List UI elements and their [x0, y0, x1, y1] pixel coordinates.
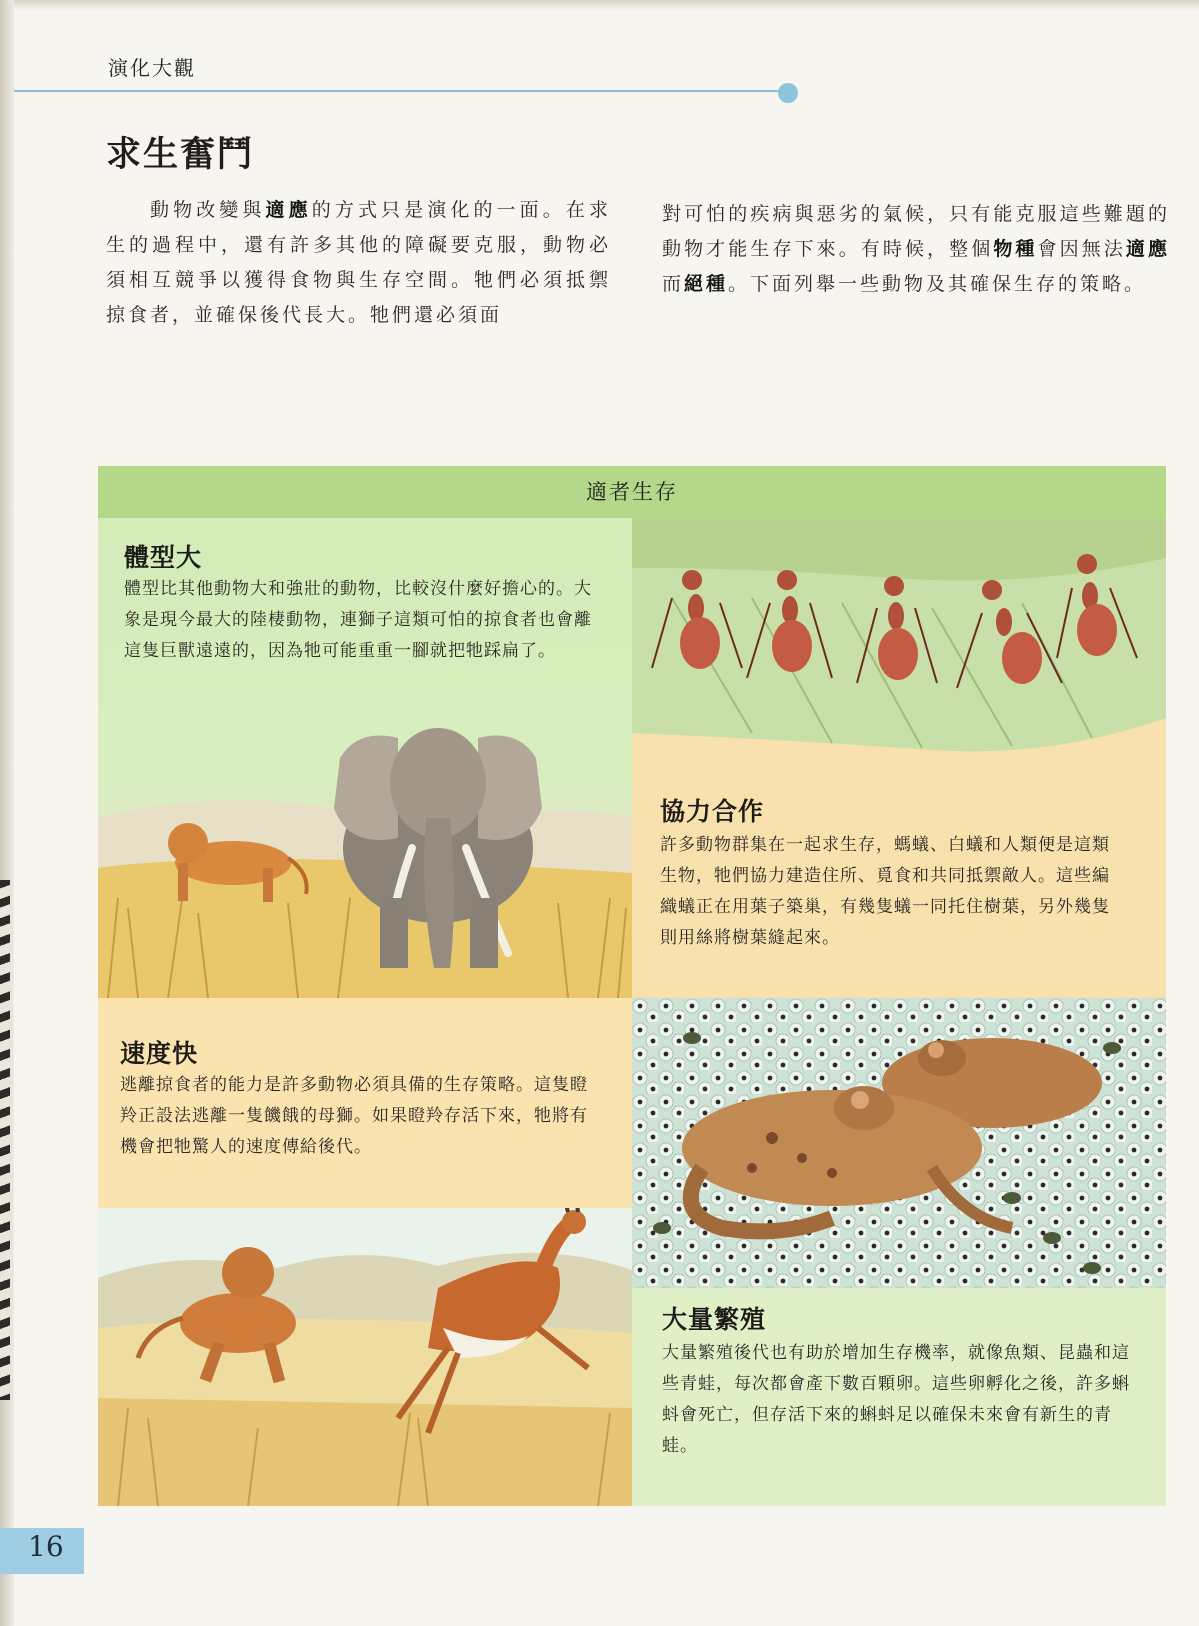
frogs-spawn-illustration — [632, 998, 1166, 1288]
text-run-col1-2: 的方式只是演化的一面。在求生的過程中，還有許多其他的障礙要克服，動物必須相互競爭以獲得食物與生存空間。牠們必須抵禦掠食者，並確保後代長大。牠們還必須面 — [106, 199, 611, 326]
section-cooperation — [632, 518, 1166, 998]
page-title: 求生奮鬥 — [106, 135, 255, 175]
weaver-ants-leaf-illustration — [632, 518, 1166, 778]
section-body-mass-breeding: 大量繁殖後代也有助於增加生存機率，就像魚類、昆蟲和這些青蛙，每次都會產下數百顆卵。這些卵孵化之後，許多蝌蚪會死亡，但存活下來的蝌蚪足以確保未來會有新生的青蛙。 — [662, 1343, 1130, 1456]
text-run-col2-6: 。下面列舉一些動物及其確保生存的策略。 — [728, 273, 1147, 295]
section-title-cooperation: 協力合作 — [660, 797, 765, 826]
header-rule — [14, 90, 784, 92]
gazelle-chase-illustration — [98, 1208, 632, 1506]
survival-panel — [98, 466, 1166, 1506]
section-title-big-size: 體型大 — [124, 543, 203, 572]
section-body-cooperation: 許多動物群集在一起求生存，螞蟻、白蟻和人類便是這類生物，牠們協力建造住所、覓食和共同抵禦敵人。這些編織蟻正在用葉子築巢，有幾隻蟻一同托住樹葉，另外幾隻則用絲將樹葉縫起來。 — [660, 835, 1110, 948]
intro-paragraph-col1 — [106, 193, 611, 333]
section-mass-breeding — [632, 998, 1166, 1506]
section-body-big-size: 體型比其他動物大和強壯的動物，比較沒什麼好擔心的。大象是現今最大的陸棲動物，連獅子這類可怕的掠食者也會離這隻巨獸遠遠的，因為牠可能重重一腳就把牠踩扁了。 — [124, 579, 592, 661]
elephant-savanna-illustration — [98, 698, 632, 998]
keyword-col1-1: 適應 — [265, 199, 312, 221]
panel-header: 適者生存 — [98, 466, 1166, 518]
header-rule-dot — [778, 83, 798, 103]
adjacent-page-zebra-strip — [0, 880, 10, 1400]
intro-paragraph-col2 — [662, 197, 1170, 302]
text-run-col2-4: 而 — [662, 273, 685, 295]
section-big-size — [98, 518, 632, 998]
page-edge — [0, 0, 1199, 10]
keyword-col2-3: 適應 — [1125, 238, 1170, 260]
keyword-col2-5: 絕種 — [684, 273, 729, 295]
section-body-speed: 逃離掠食者的能力是許多動物必須具備的生存策略。這隻瞪羚正設法逃離一隻饑餓的母獅。如果瞪羚存活下來，牠將有機會把牠驚人的速度傳給後代。 — [120, 1075, 588, 1157]
keyword-col2-1: 物種 — [993, 238, 1038, 260]
section-title-speed: 速度快 — [120, 1039, 199, 1068]
running-head: 演化大觀 — [108, 56, 196, 80]
text-run-col2-2: 會因無法 — [1037, 238, 1126, 260]
section-title-mass-breeding: 大量繁殖 — [662, 1305, 767, 1334]
page-number: 16 — [28, 1530, 64, 1563]
text-run-col1-0: 動物改變與 — [150, 199, 266, 221]
section-speed — [98, 998, 632, 1506]
text-run-col2-0: 對可怕的疾病與惡劣的氣候，只有能克服這些難題的動物才能生存下來。有時候，整個 — [662, 203, 1170, 260]
